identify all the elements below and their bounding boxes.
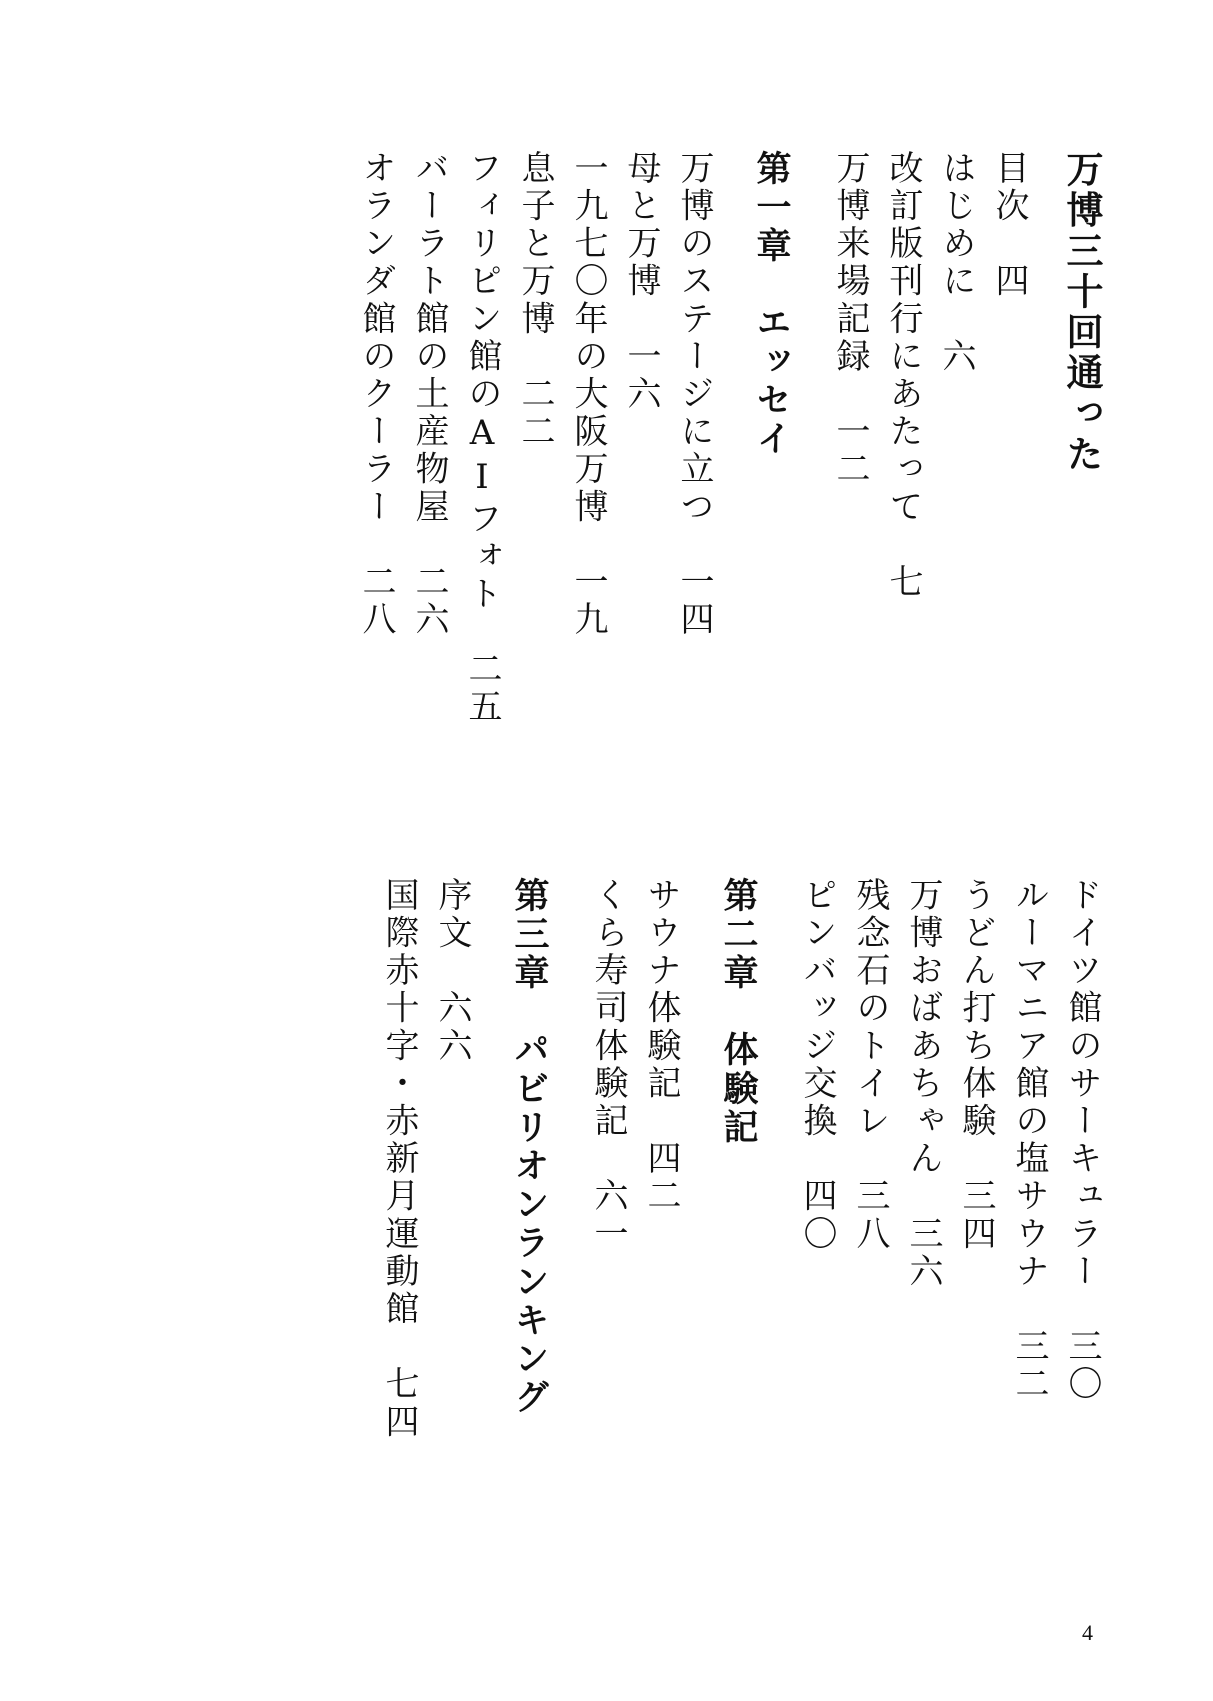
toc-entry: 一九七〇年の大阪万博 一九 <box>568 150 608 639</box>
toc-entry: 万博おばあちゃん 三六 <box>903 877 943 1291</box>
toc-entry: サウナ体験記 四二 <box>641 877 681 1216</box>
toc-entry: ピンバッジ交換 四〇 <box>797 877 837 1253</box>
toc-entry: 万博のステージに立つ 一四 <box>674 150 714 639</box>
toc-entry: ルーマニア館の塩サウナ 三二 <box>1009 877 1049 1404</box>
toc-entry: 序文 六六 <box>432 877 472 1065</box>
toc-entry: はじめに 六 <box>936 150 976 376</box>
toc-entry: 母と万博 一六 <box>621 150 661 414</box>
toc-entry: 万博来場記録 一二 <box>830 150 870 489</box>
toc-entry: オランダ館のクーラー 二八 <box>356 150 396 639</box>
page-number: 4 <box>1082 1620 1093 1645</box>
chapter-heading: 第二章 体験記 <box>718 877 759 1148</box>
toc-entry: フィリピン館のAIフォト 二五 <box>462 150 502 726</box>
toc-entry: 国際赤十字・赤新月運動館 七四 <box>379 877 419 1441</box>
toc-entry: くら寿司体験記 六一 <box>588 877 628 1253</box>
toc-lower-block <box>372 877 1108 1557</box>
book-title: 万博三十回通った <box>1060 150 1104 475</box>
chapter-heading: 第一章 エッセイ <box>751 150 792 459</box>
toc-entry: ドイツ館のサーキュラー 三〇 <box>1062 877 1102 1404</box>
toc-entry: うどん打ち体験 三四 <box>956 877 996 1253</box>
toc-entry: 残念石のトイレ 三八 <box>850 877 890 1253</box>
toc-entry: 息子と万博 二二 <box>515 150 555 451</box>
toc-entry: バーラト館の土産物屋 二六 <box>409 150 449 639</box>
toc-entry: 目次 四 <box>989 150 1029 301</box>
toc-upper-block <box>349 150 1108 770</box>
chapter-heading: 第三章 パビリオンランキング <box>509 877 550 1418</box>
toc-entry: 改訂版刊行にあたって 七 <box>883 150 923 602</box>
